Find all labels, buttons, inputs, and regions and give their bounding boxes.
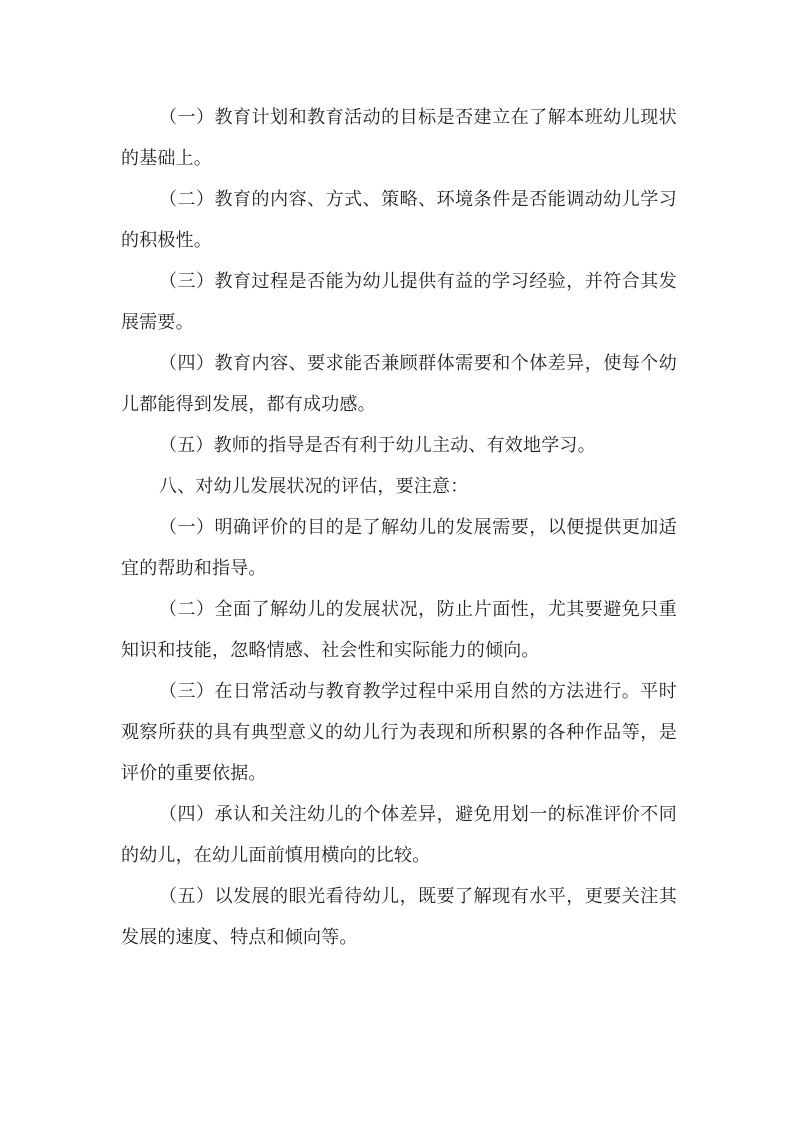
paragraph-eval-process: （三）教育过程是否能为幼儿提供有益的学习经验，并符合其发展需要。 (121, 271, 677, 333)
paragraph-eval-goals: （一）教育计划和教育活动的目标是否建立在了解本班幼儿现状的基础上。 (121, 107, 677, 169)
paragraph-eval-guidance: （五）教师的指导是否有利于幼儿主动、有效地学习。 (159, 435, 596, 456)
paragraph-assess-natural-methods: （三）在日常活动与教育教学过程中采用自然的方法进行。平时观察所获的具有典型意义的幼儿行为表现和所积累的各种作品等，是评价的重要依据。 (121, 681, 677, 784)
paragraph-assess-comprehensive: （二）全面了解幼儿的发展状况，防止片面性，尤其要避免只重知识和技能，忽略情感、社会性和实际能力的倾向。 (121, 599, 677, 661)
paragraph-assess-developmental-view: （五）以发展的眼光看待幼儿，既要了解现有水平，更要关注其发展的速度、特点和倾向等。 (121, 886, 677, 948)
paragraph-eval-content: （二）教育的内容、方式、策略、环境条件是否能调动幼儿学习的积极性。 (121, 189, 677, 251)
paragraph-assess-individual-differences: （四）承认和关注幼儿的个体差异，避免用划一的标准评价不同的幼儿，在幼儿面前慎用横向的比较。 (121, 804, 677, 866)
paragraph-assess-purpose: （一）明确评价的目的是了解幼儿的发展需要，以便提供更加适宜的帮助和指导。 (121, 517, 677, 579)
paragraph-eval-differences: （四）教育内容、要求能否兼顾群体需要和个体差异，使每个幼儿都能得到发展，都有成功感。 (121, 353, 677, 415)
document-body (121, 97, 677, 958)
section-heading-development-assessment: 八、对幼儿发展状况的评估，要注意： (159, 476, 469, 497)
